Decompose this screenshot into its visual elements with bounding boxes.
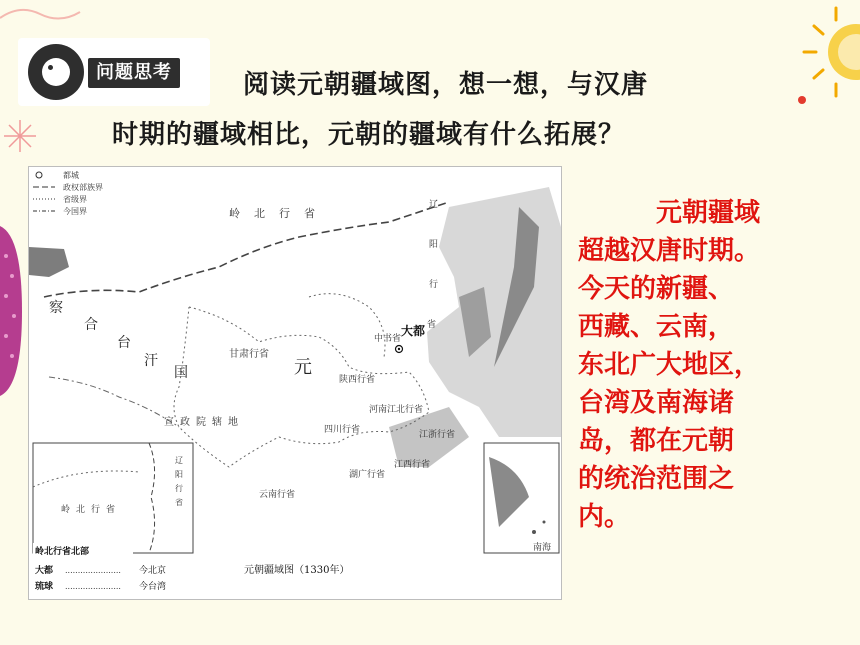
answer-line-9: 内。 [578, 502, 631, 532]
top-left-wave-decoration [0, 0, 100, 30]
label-liaoyang-2: 阳 [429, 240, 439, 250]
legend-capital: 都城 [63, 171, 79, 180]
label-huguang: 湖广行省 [349, 470, 386, 480]
note-1-dots: ...................... [65, 566, 121, 575]
answer-line-2: 超越汉唐时期。 [578, 236, 761, 266]
speech-bubble-icon [28, 44, 84, 100]
legend-modern-boundary: 今国界 [63, 207, 87, 216]
province-boundary [174, 307, 429, 467]
answer-line-8: 的统治范围之 [578, 464, 735, 494]
province-boundary-2 [309, 294, 385, 357]
label-chagatai-1: 察 [49, 300, 63, 316]
label-henan: 河南江北行省 [369, 405, 424, 415]
answer-line-7: 岛，都在元朝 [578, 426, 735, 456]
note-1-modern: 今北京 [139, 566, 167, 576]
answer-line-5: 东北广大地区， [578, 350, 761, 380]
map-sea-shading [427, 187, 561, 437]
label-gansu: 甘肃行省 [229, 349, 269, 360]
inset-south-sea [484, 443, 559, 553]
label-shaanxi: 陕西行省 [339, 375, 376, 385]
label-yunnan: 云南行省 [259, 490, 296, 500]
label-zhongshu: 中书省 [374, 334, 402, 344]
legend-province-boundary: 省级界 [63, 195, 87, 204]
inset-label-liaoyang-4: 省 [175, 498, 183, 507]
label-lingbei: 岭北行省 [229, 207, 329, 220]
inset-label-liaoyang-3: 行 [175, 484, 183, 493]
inset-lingbei-north [33, 443, 193, 557]
label-xuanzheng: 宣政院辖地 [164, 417, 244, 428]
label-chagatai-5: 国 [174, 365, 188, 381]
label-jiangxi: 江西行省 [394, 460, 431, 470]
label-liaoyang-4: 省 [427, 320, 437, 330]
modern-boundary [49, 377, 179, 427]
label-jiangzhe: 江浙行省 [419, 430, 456, 440]
west-lake [29, 247, 69, 277]
label-chagatai-3: 台 [117, 335, 131, 351]
note-1-name: 大都 [35, 566, 54, 576]
answer-line-1: 元朝疆域 [656, 198, 761, 228]
note-2-dots: ...................... [65, 582, 121, 591]
map-legend [33, 170, 103, 216]
inset-left-title: 岭北行省北部 [35, 547, 90, 557]
question-badge [18, 38, 210, 106]
legend-tribal-boundary: 政权部族界 [63, 183, 103, 192]
inset-label-lingbei: 岭北行省 [61, 505, 122, 515]
yuan-dynasty-map [28, 166, 562, 600]
label-liaoyang-3: 行 [429, 280, 439, 290]
answer-line-3: 今天的新疆、 [578, 274, 735, 304]
left-edge-dotted-circle-decoration [0, 226, 24, 396]
label-sichuan: 四川行省 [324, 425, 361, 435]
badge-label: 问题思考 [88, 58, 180, 88]
inset-label-liaoyang-1: 辽 [175, 456, 183, 465]
inset-label-liaoyang-2: 阳 [175, 470, 183, 479]
map-notes [34, 563, 349, 592]
answer-text [578, 194, 850, 536]
answer-line-4: 西藏、云南， [578, 312, 735, 342]
inset-right-title: 南海 [533, 543, 552, 553]
label-liaoyang-1: 辽 [429, 200, 439, 210]
left-sparkle-decoration [0, 112, 40, 162]
label-yuan: 元 [294, 357, 312, 378]
question-line-2: 时期的疆域相比，元朝的疆域有什么拓展？ [112, 120, 626, 150]
map-title: 元朝疆域图（1330年） [244, 565, 350, 576]
note-2-modern: 今台湾 [139, 582, 167, 592]
note-2-name: 琉球 [35, 582, 54, 592]
label-chagatai-2: 合 [84, 317, 98, 333]
answer-line-6: 台湾及南海诸 [578, 388, 735, 418]
sun-decoration [796, 0, 860, 112]
question-line-1: 阅读元朝疆域图，想一想，与汉唐 [243, 70, 649, 100]
label-dadu: 大都 [401, 324, 426, 338]
label-chagatai-4: 汗 [144, 353, 158, 369]
